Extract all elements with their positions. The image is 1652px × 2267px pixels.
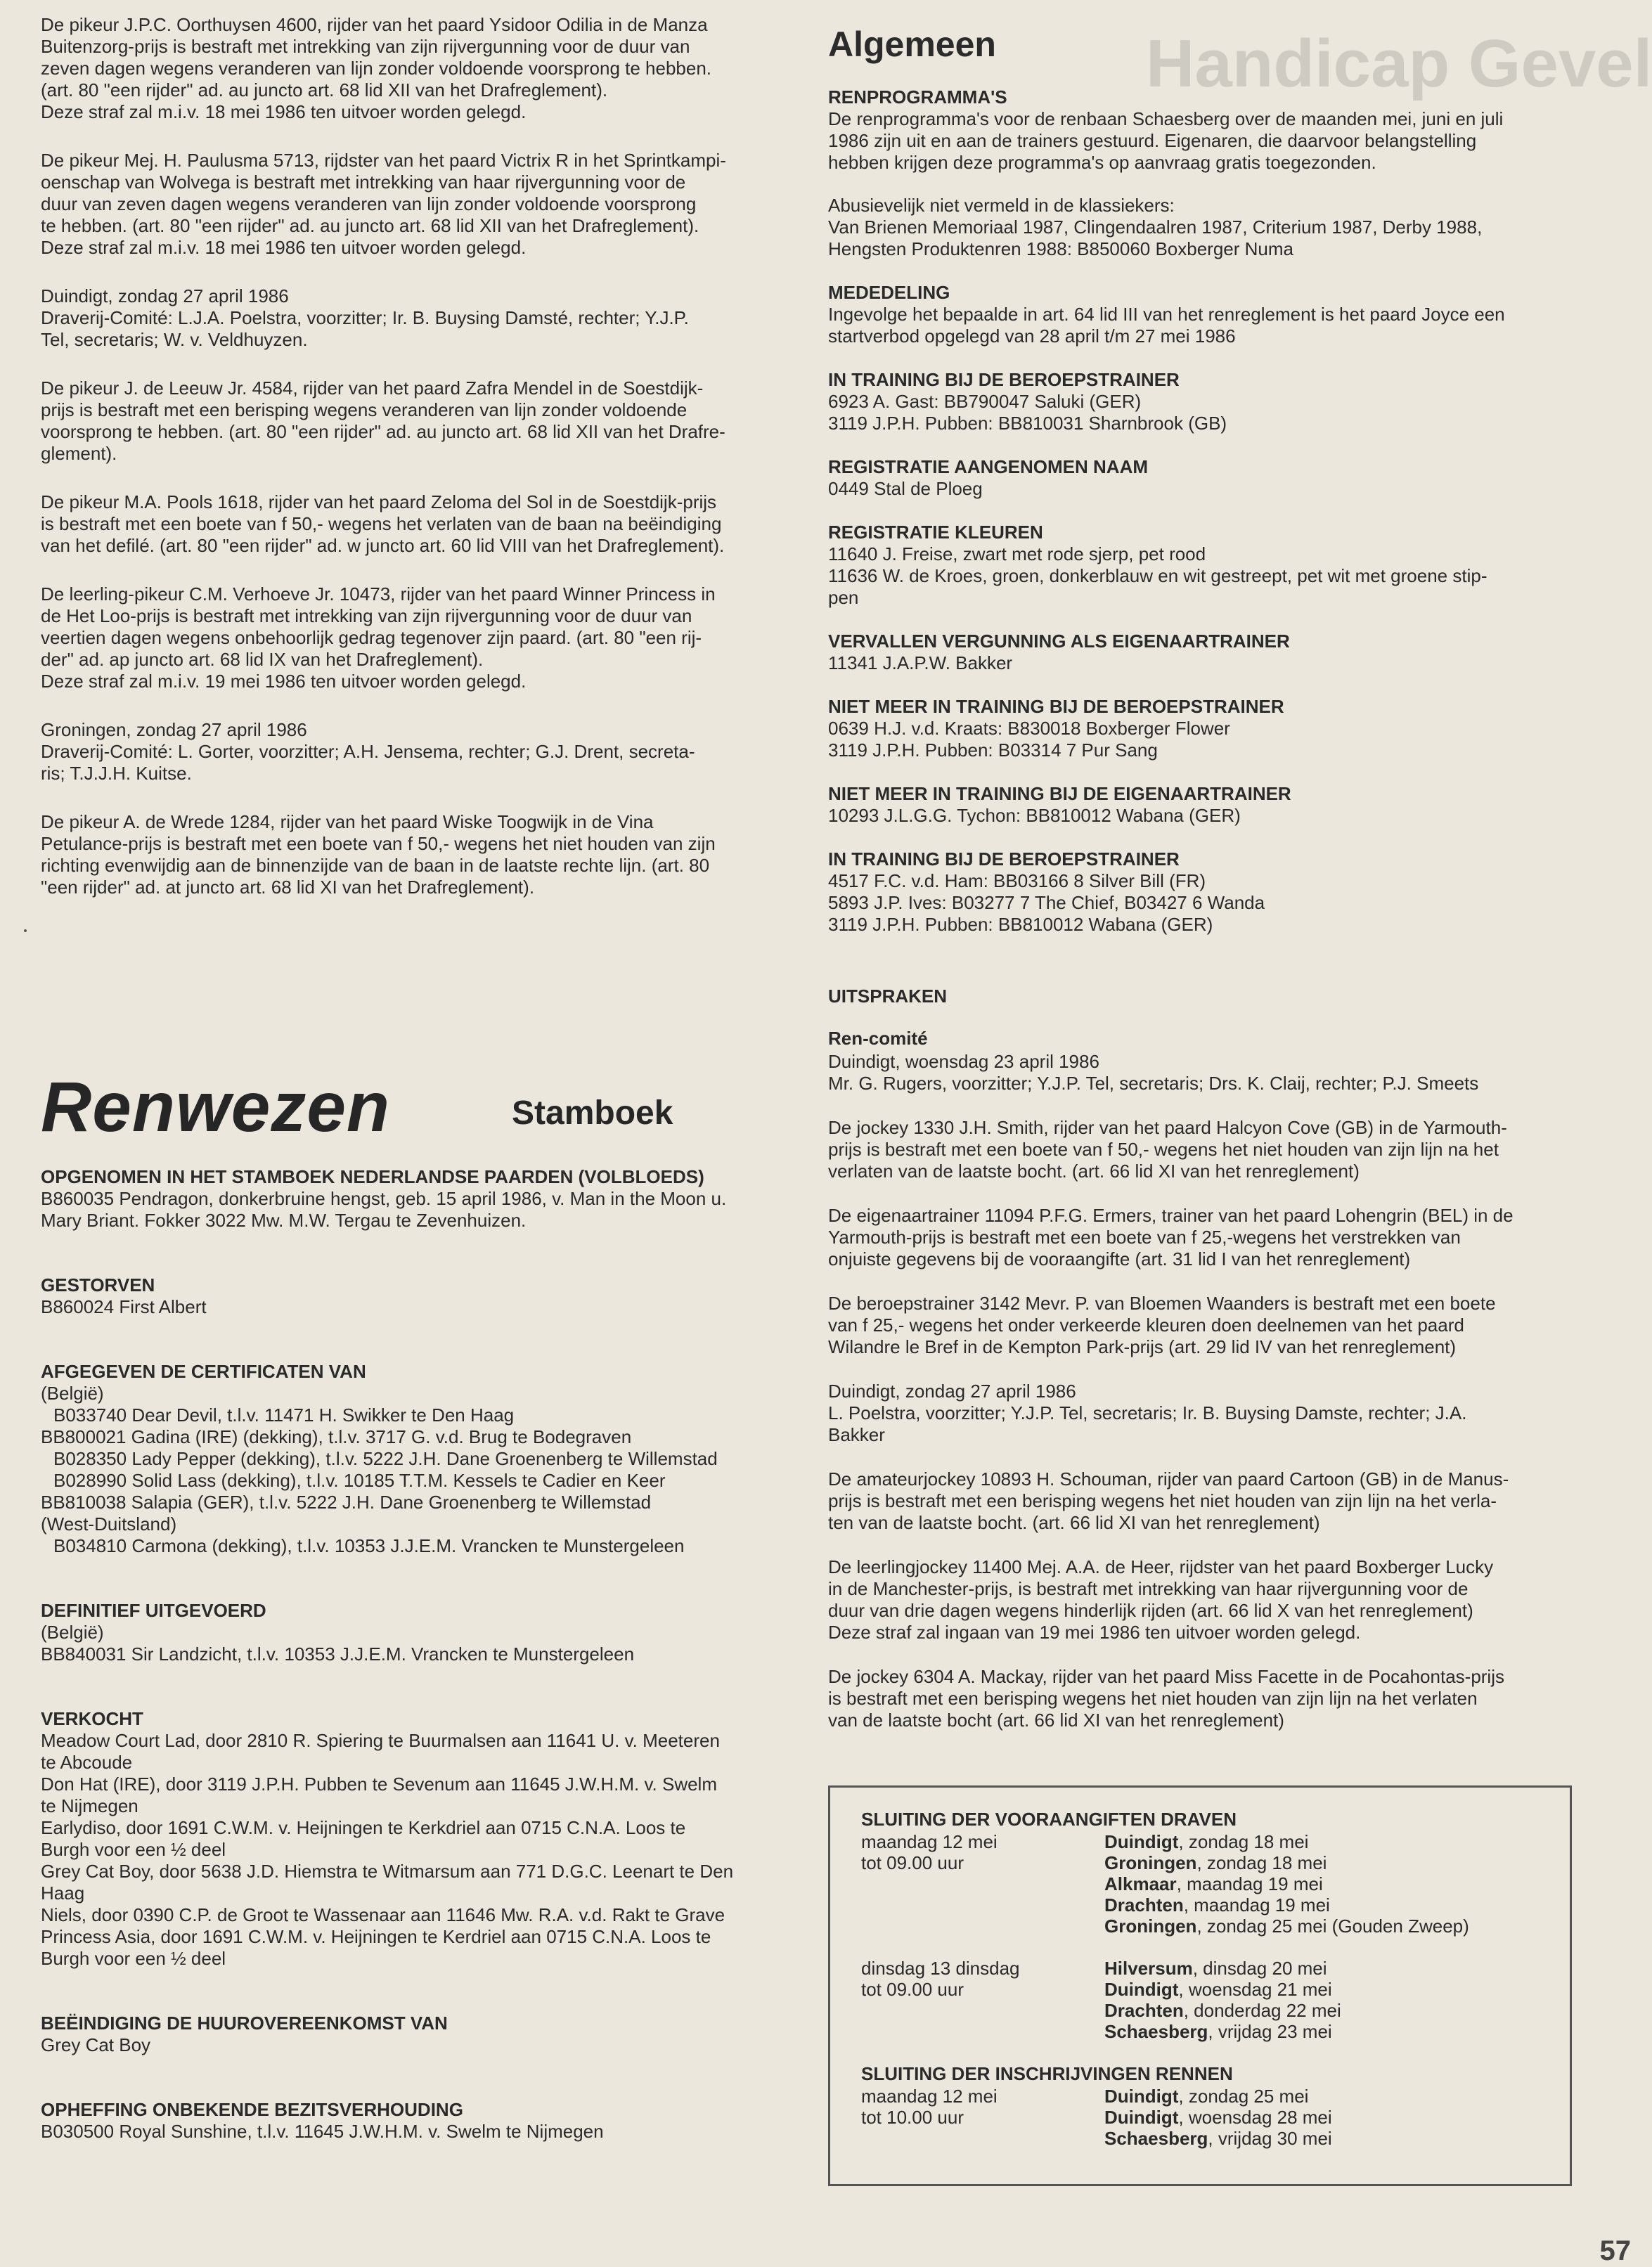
text-line: Wilandre le Bref in de Kempton Park-prijs (art. 29 lid IV van het renreglement) [828,1336,1457,1357]
algemeen-title: Algemeen [828,25,996,64]
section-line: B028350 Lady Pepper (dekking), t.l.v. 5222 J.H. Dane Groenenberg te Willemstad [53,1448,718,1469]
sluiting-row [861,2021,1341,2042]
deadline-cell [861,2128,1104,2149]
race-cell [1104,2000,1341,2021]
text-line: Groningen, zondag 27 april 1986 [41,719,307,740]
race-date: , vrijdag 30 mei [1208,2128,1332,2149]
text-line: van het defilé. (art. 80 "een rijder" ad. w juncto art. 60 lid VIII van het Drafreglement). [41,535,725,556]
race-place: Duindigt [1104,1831,1179,1852]
sluiting-heading: SLUITING DER INSCHRIJVINGEN RENNEN [861,2063,1233,2084]
race-date: , zondag 25 mei [1178,2086,1309,2107]
text-line: L. Poelstra, voorzitter; Y.J.P. Tel, secretaris; Ir. B. Buysing Damste, rechter; J.A. [828,1402,1467,1423]
section-heading: IN TRAINING BIJ DE BEROEPSTRAINER [828,848,1180,870]
section-heading: GESTORVEN [41,1274,155,1296]
text-line: "een rijder" ad. at juncto art. 68 lid XI van het Drafreglement). [41,877,535,898]
section-line: Hengsten Produktenren 1988: B850060 Boxberger Numa [828,238,1293,259]
text-line: Bakker [828,1424,885,1445]
page-number: 57 [1599,2235,1631,2266]
text-line: De leerling-pikeur C.M. Verhoeve Jr. 10473, rijder van het paard Winner Princess in [41,583,716,605]
sluiting-row [861,1831,1469,1852]
race-place: Drachten [1104,2000,1184,2021]
section [41,2012,794,2056]
section-line: 0639 H.J. v.d. Kraats: B830018 Boxberger Flower [828,718,1230,739]
deadline-cell [861,1873,1104,1894]
renwezen-title: Renwezen [41,1068,391,1147]
text-line: in de Manchester-prijs, is bestraft met intrekking van haar rijvergunning voor de [828,1578,1469,1599]
race-date: , zondag 18 mei [1196,1852,1327,1873]
sluiting-group [861,1958,1539,2042]
section-line: Niels, door 0390 C.P. de Groot te Wassenaar aan 11646 Mw. R.A. v.d. Rakt te Grave [41,1904,725,1925]
paragraph [41,719,794,784]
paragraph [828,1205,1579,1270]
text-line: De pikeur M.A. Pools 1618, rijder van het paard Zeloma del Sol in de Soestdijk-prijs [41,491,717,512]
paragraph [41,491,794,557]
section-line: B028990 Solid Lass (dekking), t.l.v. 10185 T.T.M. Kessels te Cadier en Keer [53,1470,666,1491]
section [828,281,1579,347]
section-line: 11341 J.A.P.W. Bakker [828,652,1013,673]
race-cell [1104,1852,1469,1873]
paragraph [828,1468,1579,1534]
text-line: ris; T.J.J.H. Kuitse. [41,763,192,784]
race-cell [1104,1979,1341,2000]
section-line: 5893 J.P. Ives: B03277 7 The Chief, B03427 6 Wanda [828,892,1265,913]
race-cell [1104,1831,1469,1852]
section-line: BB840031 Sir Landzicht, t.l.v. 10353 J.J.E.M. Vrancken te Munstergeleen [41,1643,635,1665]
sluiting-group [861,1809,1539,1937]
race-cell [1104,1916,1469,1937]
text-line: Duindigt, zondag 27 april 1986 [828,1381,1076,1402]
ghost-heading-bleedthrough: Handicap Gevel [1146,26,1652,101]
sluiting-row [861,1873,1469,1894]
race-place: Duindigt [1104,1979,1179,2000]
race-cell [1104,1894,1469,1916]
text-line: prijs is bestraft met een berisping wegens veranderen van lijn zonder voldoende [41,399,688,420]
text-line: Duindigt, woensdag 23 april 1986 [828,1051,1099,1072]
text-line: duur van drie dagen wegens hinderlijk rijden (art. 66 lid X van het renreglement) [828,1600,1473,1621]
section [828,456,1579,500]
deadline-cell: tot 09.00 uur [861,1852,964,1873]
text-line: De eigenaartrainer 11094 P.F.G. Ermers, trainer van het paard Lohengrin (BEL) in de [828,1205,1514,1226]
section-line: te Nijmegen [41,1795,138,1816]
race-date: , vrijdag 23 mei [1208,2021,1332,2042]
section-heading: NIET MEER IN TRAINING BIJ DE EIGENAARTRAINER [828,783,1291,804]
section-line: 11636 W. de Kroes, groen, donkerblauw en wit gestreept, pet wit met groene stip- [828,565,1488,586]
right-column [828,14,1579,1754]
section-line: 6923 A. Gast: BB790047 Saluki (GER) [828,391,1142,412]
section-line: pen [828,587,859,608]
section-line: 0449 Stal de Ploeg [828,478,983,499]
paragraph [41,583,794,692]
section-line: Haag [41,1882,85,1904]
text-line: De pikeur J.P.C. Oorthuysen 4600, rijder van het paard Ysidoor Odilia in de Manza [41,14,708,35]
section-line: Earlydiso, door 1691 C.W.M. v. Heijningen te Kerkdriel aan 0715 C.N.A. Loos te [41,1817,686,1838]
sluiting-row [861,1894,1469,1916]
race-date: , woensdag 28 mei [1178,2107,1332,2128]
draverij-uitspraken [41,14,794,898]
stamboek-sections [41,1165,794,2143]
deadline-cell [861,1916,1104,1937]
race-cell [1104,2086,1332,2107]
race-date: , zondag 25 mei (Gouden Zweep) [1196,1916,1469,1937]
page-mark [24,929,27,932]
section-line: 10293 J.L.G.G. Tychon: BB810012 Wabana (GER) [828,805,1241,826]
text-line: De beroepstrainer 3142 Mevr. P. van Bloemen Waanders is bestraft met een boete [828,1293,1496,1314]
section-line: startverbod opgelegd van 28 april t/m 27 mei 1986 [828,325,1236,347]
race-cell [1104,1873,1469,1894]
race-cell [1104,2107,1332,2128]
section-line: BB810038 Salapia (GER), t.l.v. 5222 J.H. Dane Groenenberg te Willemstad [41,1492,652,1513]
race-place: Groningen [1104,1852,1197,1873]
section-line: Mary Briant. Fokker 3022 Mw. M.W. Tergau te Zevenhuizen. [41,1210,527,1231]
section-heading: VERKOCHT [41,1708,143,1729]
paragraph [41,377,794,465]
text-line: De pikeur A. de Wrede 1284, rijder van het paard Wiske Toogwijk in de Vina [41,811,654,832]
sluiting-row [861,1979,1341,2000]
section [828,630,1579,674]
section [828,195,1579,260]
race-place: Alkmaar [1104,1873,1177,1894]
section-heading: RENPROGRAMMA'S [828,86,1007,108]
text-line: De jockey 6304 A. Mackay, rijder van het paard Miss Facette in de Pocahontas-prijs [828,1666,1504,1687]
deadline-cell [861,1894,1104,1916]
text-line: De leerlingjockey 11400 Mej. A.A. de Heer, rijdster van het paard Boxberger Lucky [828,1556,1494,1577]
text-line: van de laatste bocht (art. 66 lid XI van het renreglement) [828,1710,1284,1731]
section-line: Meadow Court Lad, door 2810 R. Spiering te Buurmalsen aan 11641 U. v. Meeteren [41,1730,720,1751]
section-heading: DEFINITIEF UITGEVOERD [41,1600,266,1621]
section-line: te Abcoude [41,1752,133,1773]
paragraph [828,1117,1579,1182]
sluiting-heading: SLUITING DER VOORAANGIFTEN DRAVEN [861,1809,1237,1830]
section-line: (West-Duitsland) [41,1513,177,1535]
section [828,86,1579,174]
section-line: Princess Asia, door 1691 C.W.M. v. Heijningen te Kerdriel aan 0715 C.N.A. Loos te [41,1926,711,1947]
section-heading: BEËINDIGING DE HUUROVEREENKOMST VAN [41,2013,448,2034]
deadline-cell: maandag 12 mei [861,2086,998,2107]
section [41,1274,794,1318]
sluiting-group [861,2063,1539,2149]
section-line: (België) [41,1383,104,1404]
section-line: 11640 J. Freise, zwart met rode sjerp, pet rood [828,543,1206,564]
race-cell [1104,1958,1341,1979]
sluiting-row [861,2000,1341,2021]
text-line: onjuiste gegevens bij de vooraangifte (art. 31 lid I van het renreglement) [828,1248,1411,1270]
paragraph [828,1666,1579,1731]
deadline-cell [861,2000,1104,2021]
text-line: voorsprong te hebben. (art. 80 "een rijder" ad. au juncto art. 68 lid XII van het Drafre- [41,421,725,442]
text-line: Deze straf zal m.i.v. 19 mei 1986 ten uitvoer worden gelegd. [41,671,527,692]
text-line: is bestraft met een berisping wegens het niet houden van zijn lijn na het verlaten [828,1688,1478,1709]
section [41,1599,794,1665]
sluiting-row [861,1916,1469,1937]
race-date: , dinsdag 20 mei [1192,1958,1327,1979]
section-line: 1986 zijn uit en aan de trainers gestuurd. Eigenaren, die daarvoor belangstelling [828,130,1477,151]
race-date: , maandag 19 mei [1183,1894,1330,1916]
section-heading: REGISTRATIE KLEUREN [828,522,1043,543]
section-line: 3119 J.P.H. Pubben: B03314 7 Pur Sang [828,739,1158,761]
section [41,1165,794,1232]
sluiting-groups [861,1809,1539,2149]
text-line: verlaten van de laatste bocht. (art. 66 lid XI van het renreglement) [828,1161,1360,1182]
text-line: ten van de laatste bocht. (art. 66 lid XI van het renreglement) [828,1512,1320,1533]
section-heading: IN TRAINING BIJ DE BEROEPSTRAINER [828,369,1180,390]
deadline-cell: tot 09.00 uur [861,1979,964,2000]
text-line: prijs is bestraft met een berisping wegens het niet houden van zijn lijn na het verla- [828,1490,1497,1511]
paragraph [41,811,794,898]
section-line: Grey Cat Boy [41,2034,151,2055]
text-line: Deze straf zal ingaan van 19 mei 1986 ten uitvoer worden gelegd. [828,1622,1361,1643]
sluiting-row [861,1958,1341,1979]
section-line: B034810 Carmona (dekking), t.l.v. 10353 J.J.E.M. Vrancken te Munstergeleen [53,1535,685,1556]
text-line: Draverij-Comité: L.J.A. Poelstra, voorzitter; Ir. B. Buysing Damsté, rechter; Y.J.P. [41,307,689,328]
text-line: De pikeur J. de Leeuw Jr. 4584, rijder van het paard Zafra Mendel in de Soestdijk- [41,377,704,399]
paragraph [828,1051,1579,1094]
text-line: duur van zeven dagen wegens veranderen van lijn zonder voldoende voorsprong [41,193,697,214]
paragraph [41,14,794,123]
race-place: Drachten [1104,1894,1184,1916]
text-line: (art. 80 "een rijder" ad. au juncto art. 68 lid XII van het Drafreglement). [41,79,608,101]
sluiting-row [861,1852,1469,1873]
race-date: , maandag 19 mei [1176,1873,1323,1894]
text-line: prijs is bestraft met een boete van f 50,- wegens het niet houden van zijn lijn na het [828,1139,1499,1160]
text-line: oenschap van Wolvega is bestraft met intrekking van haar rijvergunning voor de [41,172,686,193]
race-place: Groningen [1104,1916,1197,1937]
section-heading: NIET MEER IN TRAINING BIJ DE BEROEPSTRAINER [828,696,1284,717]
text-line: De amateurjockey 10893 H. Schouman, rijder van paard Cartoon (GB) in de Manus- [828,1468,1509,1490]
race-date: , woensdag 21 mei [1178,1979,1332,2000]
section-line: 3119 J.P.H. Pubben: BB810012 Wabana (GER) [828,914,1213,935]
text-line: is bestraft met een boete van f 50,- wegens het verlaten van de baan na beëindiging [41,513,722,534]
text-line: te hebben. (art. 80 "een rijder" ad. au juncto art. 68 lid XII van het Drafreglement). [41,215,699,236]
text-line: veertien dagen wegens onbehoorlijk gedrag tegenover zijn paard. (art. 80 "een rij- [41,627,702,648]
section [828,368,1579,434]
deadline-cell: dinsdag 13 dinsdag [861,1958,1020,1979]
renwezen-header [41,1067,794,1147]
race-place: Duindigt [1104,2086,1179,2107]
section-line: B030500 Royal Sunshine, t.l.v. 11645 J.W.H.M. v. Swelm te Nijmegen [41,2121,604,2142]
section [828,695,1579,761]
text-line: Duindigt, zondag 27 april 1986 [41,285,289,306]
section-line: Ingevolge het bepaalde in art. 64 lid III van het renreglement is het paard Joyce een [828,304,1505,325]
paragraph [828,1556,1579,1643]
section [41,1707,794,1970]
section-heading: MEDEDELING [828,282,950,303]
race-place: Schaesberg [1104,2128,1208,2149]
race-cell [1104,2128,1332,2149]
section-line: (België) [41,1622,104,1643]
section-line: B860024 First Albert [41,1296,207,1317]
section [828,848,1579,936]
algemeen-sections [828,86,1579,936]
section-line: Don Hat (IRE), door 3119 J.P.H. Pubben te Sevenum aan 11645 J.W.H.M. v. Swelm [41,1774,717,1795]
section-line: Grey Cat Boy, door 5638 J.D. Hiemstra te Witmarsum aan 771 D.G.C. Leenart te Den [41,1861,734,1882]
section-line: BB800021 Gadina (IRE) (dekking), t.l.v. 3717 G. v.d. Brug te Bodegraven [41,1426,632,1447]
race-place: Schaesberg [1104,2021,1208,2042]
race-date: , zondag 18 mei [1178,1831,1309,1852]
text-line: richting evenwijdig aan de binnenzijde van de baan in de laatste rechte lijn. (art. 80 [41,855,710,876]
section-line: B033740 Dear Devil, t.l.v. 11471 H. Swikker te Den Haag [53,1404,515,1426]
text-line: Deze straf zal m.i.v. 18 mei 1986 ten uitvoer worden gelegd. [41,101,527,122]
text-line: de Het Loo-prijs is bestraft met intrekking van zijn rijvergunning voor de duur van [41,605,692,626]
rencomite-subheading: Ren-comité [828,1028,928,1049]
text-line: Buitenzorg-prijs is bestraft met intrekking van zijn rijvergunning voor de duur van [41,36,690,57]
section-line: De renprogramma's voor de renbaan Schaesberg over de maanden mei, juni en juli [828,108,1504,129]
paragraph [41,150,794,259]
section-line: B860035 Pendragon, donkerbruine hengst, geb. 15 april 1986, v. Man in the Moon u. [41,1188,727,1209]
section-heading: OPGENOMEN IN HET STAMBOEK NEDERLANDSE PAARDEN (VOLBLOEDS) [41,1166,704,1187]
text-line: van f 25,- wegens het onder verkeerde kleuren doen deelnemen van het paard [828,1315,1464,1336]
section [828,782,1579,827]
race-place: Hilversum [1104,1958,1193,1979]
text-line: De pikeur Mej. H. Paulusma 5713, rijdster van het paard Victrix R in het Sprintkampi- [41,150,726,171]
section [41,1360,794,1557]
race-cell [1104,2021,1341,2042]
rencomite-uitspraken [828,1051,1579,1731]
section-line: 4517 F.C. v.d. Ham: BB03166 8 Silver Bill (FR) [828,870,1206,891]
text-line: Draverij-Comité: L. Gorter, voorzitter; A.H. Jensema, rechter; G.J. Drent, secreta- [41,741,695,762]
section-line: hebben krijgen deze programma's op aanvraag gratis toegezonden. [828,152,1376,173]
text-line: Yarmouth-prijs is bestraft met een boete van f 25,-wegens het verstrekken van [828,1227,1461,1248]
text-line: De jockey 1330 J.H. Smith, rijder van het paard Halcyon Cove (GB) in de Yarmouth- [828,1117,1507,1138]
paragraph [828,1381,1579,1446]
text-line: Tel, secretaris; W. v. Veldhuyzen. [41,329,308,350]
sluiting-row [861,2107,1332,2128]
section-line: Burgh voor een ½ deel [41,1839,226,1860]
section [828,521,1579,609]
race-date: , donderdag 22 mei [1183,2000,1341,2021]
section-line: Van Brienen Memoriaal 1987, Clingendaalren 1987, Criterium 1987, Derby 1988, [828,217,1483,238]
text-line: Petulance-prijs is bestraft met een boete van f 50,- wegens het niet houden van zijn [41,833,716,854]
uitspraken-heading: UITSPRAKEN [828,986,948,1007]
deadline-cell [861,2021,1104,2042]
sluiting-row [861,2086,1332,2107]
sluiting-row [861,2128,1332,2149]
section-heading: OPHEFFING ONBEKENDE BEZITSVERHOUDING [41,2099,463,2120]
deadline-cell: tot 10.00 uur [861,2107,964,2128]
left-column [41,14,794,2185]
text-line: glement). [41,443,117,464]
text-line: Deze straf zal m.i.v. 18 mei 1986 ten uitvoer worden gelegd. [41,237,527,258]
section-heading: AFGEGEVEN DE CERTIFICATEN VAN [41,1361,366,1382]
paragraph [41,285,794,351]
section-line: Burgh voor een ½ deel [41,1948,226,1969]
section-heading: VERVALLEN VERGUNNING ALS EIGENAARTRAINER [828,631,1290,652]
text-line: der" ad. ap juncto art. 68 lid IX van het Drafreglement). [41,649,484,670]
paragraph [828,1293,1579,1358]
deadline-cell: maandag 12 mei [861,1831,998,1852]
stamboek-subtitle: Stamboek [512,1094,673,1132]
section-heading: REGISTRATIE AANGENOMEN NAAM [828,456,1148,477]
text-line: Mr. G. Rugers, voorzitter; Y.J.P. Tel, secretaris; Drs. K. Claij, rechter; P.J. Smeets [828,1073,1479,1094]
sluiting-box [828,1785,1572,2186]
text-line: zeven dagen wegens veranderen van lijn zonder voldoende voorsprong te hebben. [41,58,712,79]
section [41,2098,794,2143]
race-place: Duindigt [1104,2107,1179,2128]
section-line: Abusievelijk niet vermeld in de klassiekers: [828,195,1175,216]
section-line: 3119 J.P.H. Pubben: BB810031 Sharnbrook (GB) [828,413,1227,434]
